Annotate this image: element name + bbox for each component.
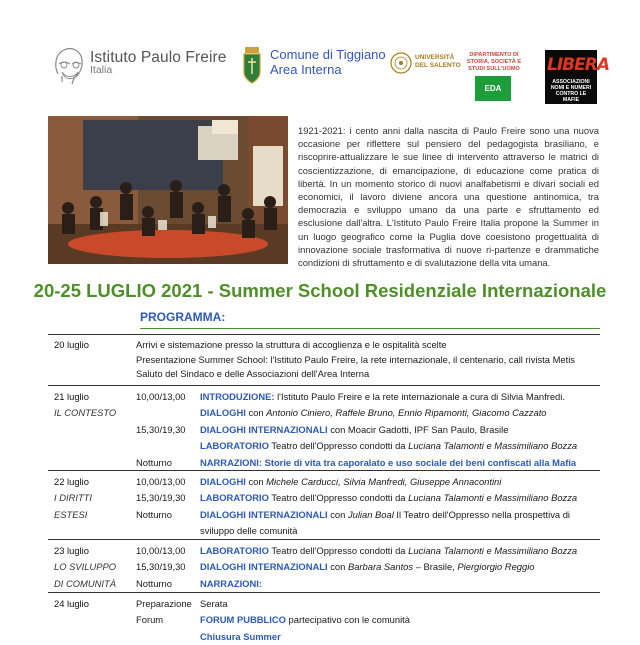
day-date: 24 luglio <box>54 598 89 609</box>
day-activity: LABORATORIO Teatro dell'Oppresso condotti da Luciana Talamonti e Massimiliano Bozza <box>200 440 578 452</box>
day-activity: DIALOGHI con Michele Carducci, Silvia Manfredi, Giuseppe Annacontini <box>200 476 502 487</box>
tiggiano-crest-icon <box>241 46 263 86</box>
day-block-21 <box>48 385 600 470</box>
day-theme: IL CONTESTO <box>54 407 117 419</box>
day-activity: Saluto del Sindaco e delle Associazioni dell'Area Interna <box>136 368 370 380</box>
time-slot: Notturno <box>136 508 172 520</box>
day-activity: Serata <box>200 598 228 609</box>
time-slot: Notturno <box>136 456 172 468</box>
day-activity: NARRAZIONI: <box>200 577 262 589</box>
day-block-24 <box>48 592 600 643</box>
day-theme: I DIRITTI <box>54 492 93 504</box>
time-slot: 15,30/19,30 <box>136 423 186 435</box>
day-block-20 <box>48 334 600 385</box>
day-activity: DIALOGHI INTERNAZIONALI con Julian Boal Il Teatro dell'Oppresso nella prospettiva di <box>200 508 571 520</box>
libera-logo-subtitle: ASSOCIAZIONI NOMI E NUMERI CONTRO LE MAFIE <box>550 79 592 103</box>
unisalento-line2: DEL SALENTO <box>415 62 461 69</box>
eda-logo: EDA <box>475 76 511 101</box>
day-activity: DIALOGHI INTERNAZIONALI con Moacir Gadotti, IPF San Paulo, Brasile <box>200 423 509 435</box>
time-slot: Forum <box>136 614 164 626</box>
day-block-23 <box>48 539 600 592</box>
day-activity: DIALOGHI con Antonio Ciniero, Raffele Bruno, Ennio Ripamonti, Giacomo Cazzato <box>200 407 547 419</box>
comune-name: Comune di Tiggiano <box>270 47 386 62</box>
freire-institute-country: Italia <box>90 64 113 76</box>
time-slot: 15,30/19,30 <box>136 561 186 573</box>
unisalento-seal-icon <box>390 52 412 74</box>
day-theme: ESTESI <box>54 508 88 520</box>
time-slot: Preparazione <box>136 598 192 609</box>
day-activity: Chiusura Summer <box>200 630 281 642</box>
day-date: 20 luglio <box>54 339 89 350</box>
time-slot: 10,00/13,00 <box>136 476 186 487</box>
day-activity: DIALOGHI INTERNAZIONALI con Barbara Santos – Brasile, Piergiorgio Reggio <box>200 561 535 573</box>
time-slot: Notturno <box>136 577 172 589</box>
unisalento-logo-text <box>415 54 461 70</box>
freire-institute-name: Istituto Paulo Freire <box>90 49 227 66</box>
day-block-22 <box>48 470 600 539</box>
day-date: 21 luglio <box>54 391 89 402</box>
time-slot: 10,00/13,00 <box>136 391 186 402</box>
time-slot: 15,30/19,30 <box>136 492 186 504</box>
day-activity: LABORATORIO Teatro dell'Oppresso condotti da Luciana Talamonti e Massimiliano Bozza <box>200 545 578 556</box>
day-activity: LABORATORIO Teatro dell'Oppresso condotti da Luciana Talamonti e Massimiliano Bozza <box>200 492 578 504</box>
page-title: 20-25 LUGLIO 2021 - Summer School Residenziale Internazionale <box>33 280 607 301</box>
heading-divider <box>140 328 600 329</box>
comune-area: Area Interna <box>270 62 342 77</box>
paulo-freire-portrait-icon <box>50 44 86 86</box>
day-activity: NARRAZIONI: Storie di vita tra caporalato e uso sociale dei beni confiscati alla Mafia <box>200 456 577 468</box>
programma-heading: PROGRAMMA: <box>140 310 226 324</box>
day-theme: DI COMUNITÀ <box>54 577 116 589</box>
libera-logo-word: LIBERA <box>547 55 609 75</box>
day-activity: FORUM PUBBLICO partecipativo con le comunità <box>200 614 410 626</box>
day-activity: Presentazione Summer School: l'Istituto Paulo Freire, la rete internazionale, il centenario, call rivista Metis <box>136 353 575 365</box>
intro-paragraph: 1921-2021: i cento anni dalla nascita di Paulo Freire sono una nuova occasione per riflettere sul pensiero del pedagogista brasiliano, e riscoprire-attualizzare le sue linee di intervento attraverso le matrici di coscientizzazione, di emancipazione, di educazione come pratica di libertà. In un momento storico di nuovi analfabetismi e divari sociali ed economici, il lavoro diviene ancora una questione antinomica, tra democrazia e sviluppo umano da una parte e sfruttamento ed esclusione dall'altra. L'Istituto Paulo Freire Italia propone la Summer in un luogo geografico come la Puglia dove coesistono progettualità di innovazione sociale trasformativa di nuove ri-partenze e drammatiche condizioni di sfruttamento e di svalutazione della vita umana. <box>298 125 599 269</box>
unisalento-line1: UNIVERSITÀ <box>415 54 455 61</box>
day-activity: sviluppo delle comunità <box>200 525 298 537</box>
schedule-table <box>48 334 600 643</box>
day-theme: LO SVILUPPO <box>54 561 117 573</box>
department-name: DIPARTIMENTO DI STORIA, SOCIETÀ E STUDI SULL'UOMO <box>466 52 522 72</box>
workshop-group-photo <box>48 116 288 264</box>
day-activity: INTRODUZIONE: l'Istituto Paulo Freire e la rete internazionale a cura di Silvia Manfredi. <box>200 391 565 402</box>
day-date: 23 luglio <box>54 545 89 556</box>
time-slot: 10,00/13,00 <box>136 545 186 556</box>
comune-logo-text <box>270 47 386 77</box>
day-activity: Arrivi e sistemazione presso la struttura di accoglienza e le ospitalità scelte <box>136 339 447 350</box>
day-date: 22 luglio <box>54 476 89 487</box>
